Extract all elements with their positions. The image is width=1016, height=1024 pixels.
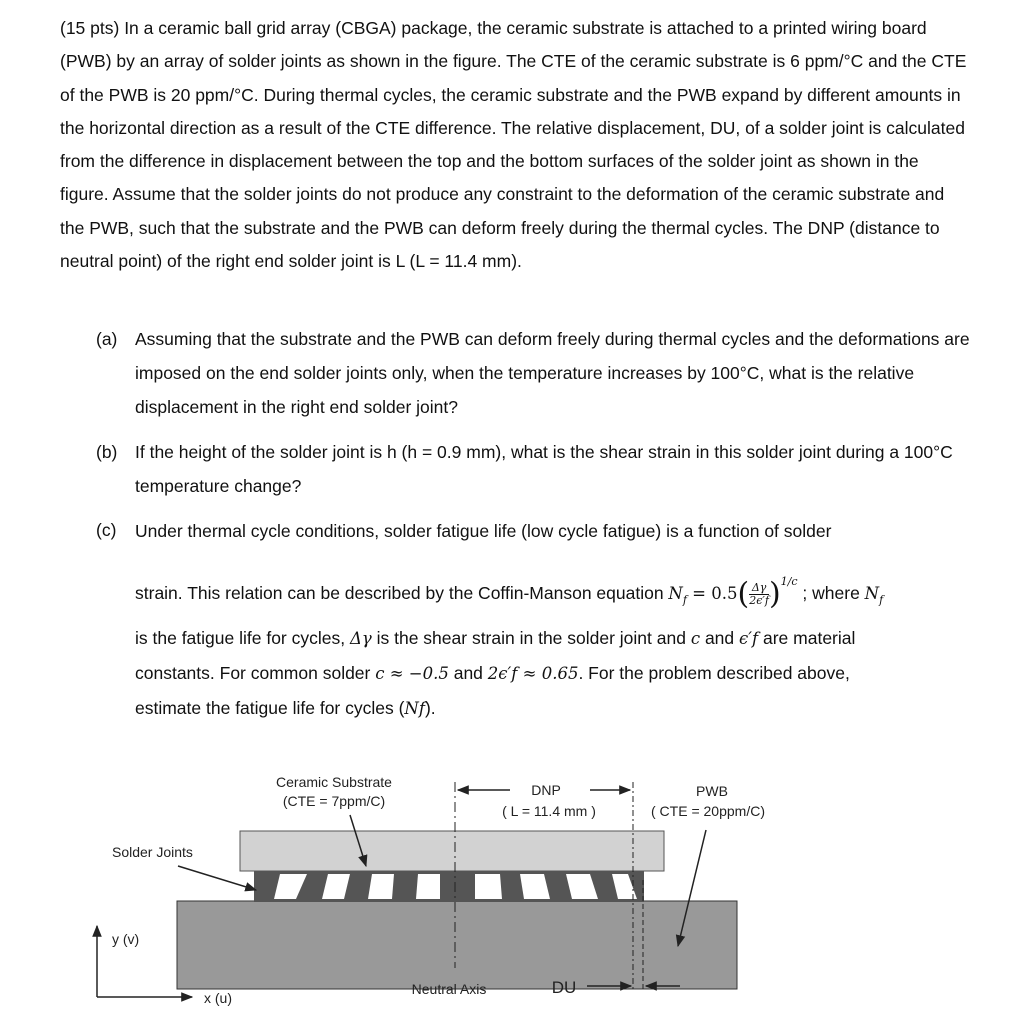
solder-joints-label: Solder Joints [112, 844, 193, 860]
dnp-label: DNP [531, 782, 561, 798]
part-a-label: (a) [96, 329, 118, 349]
part-b-label: (b) [96, 442, 118, 462]
part-b [96, 436, 976, 504]
solder-gap [368, 874, 394, 899]
part-c-line2: strain. This relation can be described by the Coffin-Manson equation $N_f = 0.5$( $\frac{\Delta\gamma}{2\epsilon'f}$ )$^{1/c}$ ; where $N_f$ [135, 575, 884, 612]
part-b-text: If the height of the solder joint is h (h = 0.9 mm), what is the shear strain in this solder joint during a 100°C temperature change? [135, 442, 953, 496]
part-c-line3: is the fatigue life for cycles, Δγ is the shear strain in the solder joint and c and ϵ′f are material [135, 627, 856, 648]
part-c-line1: Under thermal cycle conditions, solder fatigue life (low cycle fatigue) is a function of solder [135, 521, 832, 541]
y-axis-label: y (v) [112, 931, 140, 947]
substrate-label: Ceramic Substrate [276, 774, 392, 790]
part-c [96, 514, 976, 726]
solder-gap [416, 874, 440, 899]
substrate-cte-label: (CTE = 7ppm/C) [282, 793, 386, 809]
part-a-text: Assuming that the substrate and the PWB can deform freely during thermal cycles and the deformations are imposed on the end solder joints only, when the temperature increases by 100°C, what is the relative displacement in the right end solder joint? [135, 329, 970, 417]
eq-exponent: 1/c [780, 575, 798, 588]
eq-fraction: $\frac{\Delta\gamma}{2\epsilon'f}$ [749, 580, 769, 607]
du-label: DU [551, 978, 577, 997]
neutral-axis-label: Neutral Axis [411, 981, 487, 997]
solder-gap [475, 874, 502, 899]
ceramic-substrate [240, 831, 664, 871]
pwb-label: PWB [696, 783, 728, 799]
part-c-line5: estimate the fatigue life for cycles (Nf). [135, 697, 436, 718]
part-c-line4: constants. For common solder c ≈ −0.5 and 2ϵ′f ≈ 0.65. For the problem described above, [135, 662, 850, 683]
part-a [96, 323, 976, 424]
pwb-board [177, 901, 737, 989]
problem-intro: (15 pts) In a ceramic ball grid array (CBGA) package, the ceramic substrate is attached to a printed wiring board (PWB) by an array of solder joints as shown in the figure. The CTE of the ceramic substrate is 6 ppm/°C and the CTE of the PWB is 20 ppm/°C. During thermal cycles, the ceramic substrate and the PWB expand by different amounts in the horizontal direction as a result of the CTE difference. The relative displacement, DU, of a solder joint is calculated from the difference in displacement between the top and the bottom surfaces of the solder joint as shown in the figure. Assume that the solder joints do not produce any constraint to the deformation of the ceramic substrate and the PWB, such that the substrate and the PWB can deform freely during the thermal cycles. The DNP (distance to neutral point) of the right end solder joint is L (L = 11.4 mm). [60, 18, 967, 272]
cbga-figure [0, 760, 1016, 1024]
pwb-cte-label: ( CTE = 20ppm/C) [651, 803, 765, 819]
part-c-label: (c) [96, 520, 117, 540]
eq-lhs: N [668, 584, 683, 603]
x-axis-label: x (u) [204, 990, 232, 1006]
dnp-value-label: ( L = 11.4 mm ) [502, 803, 596, 819]
